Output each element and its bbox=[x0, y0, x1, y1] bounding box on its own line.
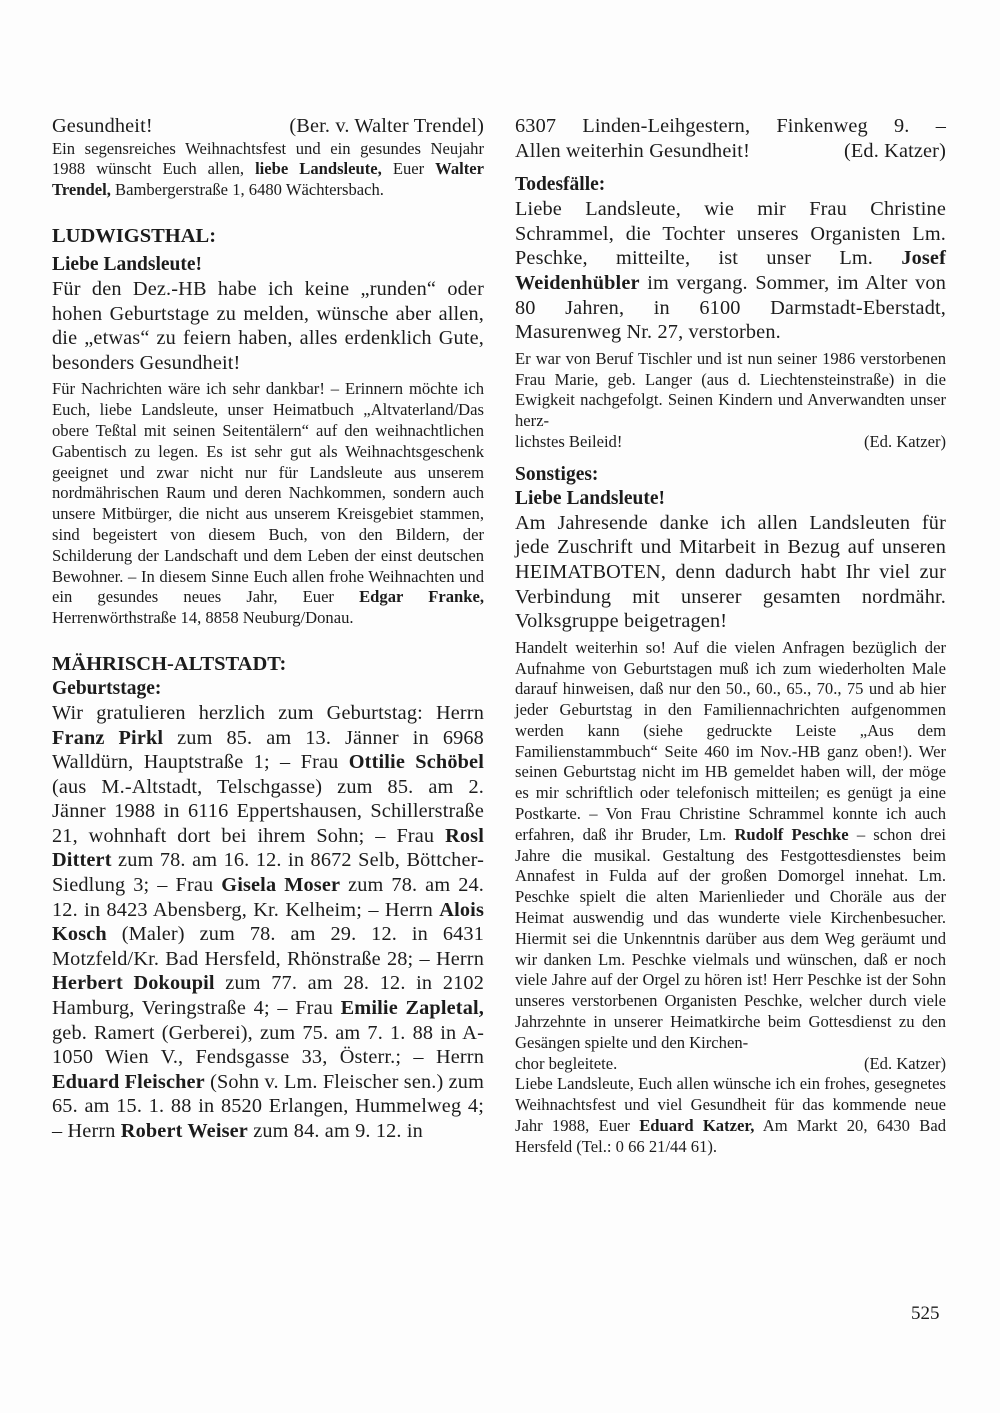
continuation-line: 6307 Linden-Leihgestern, Finkenweg 9. – bbox=[515, 115, 946, 137]
page-number: 525 bbox=[911, 1303, 940, 1324]
birthday-intro: Wir gratulieren herzlich zum Geburtstag: Herrn bbox=[52, 701, 484, 724]
ludwigsthal-para2 bbox=[52, 379, 484, 629]
person-name: Josef Weidenhübler bbox=[515, 247, 946, 294]
signoff-text: lichstes Beileid! bbox=[515, 431, 623, 451]
birthday-list bbox=[52, 701, 484, 1144]
person-name: Emilie Zapletal, bbox=[340, 997, 484, 1020]
signoff-attribution: (Ed. Katzer) bbox=[864, 1053, 946, 1073]
intro-text: Gesundheit! bbox=[52, 115, 153, 137]
author-address: Herrenwörthstraße 14, 8858 Neuburg/Donau. bbox=[52, 608, 354, 628]
sonstiges-para3 bbox=[515, 1074, 946, 1157]
birthday-details: zum 85. am 13. Jänner in 6968 Walldürn, Hauptstraße 1; – Frau bbox=[52, 726, 484, 774]
para-text: Liebe Landsleute, wie mir Frau Christine Schrammel, die Tochter unseres Organisten Lm. Peschke, mitteilte, ist unser Lm. bbox=[515, 198, 946, 270]
author-address: Am Markt 20, 6430 Bad Hersfeld (Tel.: 0 66 21/44 61). bbox=[515, 1116, 947, 1156]
author-name: Eduard Katzer, bbox=[639, 1116, 755, 1136]
author-name: Walter Trendel, bbox=[52, 159, 484, 200]
subheading: Liebe Landsleute! bbox=[515, 487, 666, 509]
greeting-address: Bambergerstraße 1, 6480 Wächtersbach. bbox=[110, 180, 384, 200]
todesfaelle-signoff bbox=[515, 432, 946, 453]
person-name: Herbert Dokoupil bbox=[52, 972, 215, 995]
section-heading-todesfaelle: Todesfälle: bbox=[515, 174, 606, 196]
person-name: Rosl Dittert bbox=[52, 824, 484, 872]
person-name: Gisela Moser bbox=[221, 874, 341, 897]
person-name: Ottilie Schöbel bbox=[348, 751, 484, 774]
greeting-text: Euer bbox=[381, 159, 436, 179]
todesfaelle-para1 bbox=[515, 197, 946, 345]
intro-attribution: (Ber. v. Walter Trendel) bbox=[289, 115, 484, 137]
birthday-details: (aus M.-Altstadt, Telschgasse) zum 85. am 2. Jänner 1988 in 6116 Eppertshausen, Schillerstraße 21, wohnhaft dort bei ihrem Sohn; – Frau bbox=[52, 775, 484, 847]
continuation-signoff bbox=[515, 139, 946, 164]
right-column bbox=[515, 114, 946, 1158]
signoff-attribution: (Ed. Katzer) bbox=[843, 139, 946, 162]
person-name: Eduard Fleischer bbox=[52, 1070, 205, 1093]
sonstiges-para1: Am Jahresende danke ich allen Landsleuten für jede Zuschrift und Mitarbeit in Bezug auf unseren HEIMATBOTEN, denn dadurch habt Ihr viel zur Verbindung mit unserer gesamten nordmähr. Volksgruppe beigetragen! bbox=[515, 511, 946, 633]
person-name: Alois Kosch bbox=[52, 898, 484, 946]
subheading: Liebe Landsleute! bbox=[52, 253, 203, 275]
signoff-text: Allen weiterhin Gesundheit! bbox=[515, 139, 750, 162]
birthday-details: zum 77. am 28. 12. in 2102 Hamburg, Veringstraße 4; – Frau bbox=[52, 972, 484, 1020]
para-text: Liebe Landsleute, Euch allen wünsche ich ein frohes, gesegnetes Weihnachtsfest und viel Gesundheit für das kommende neue Jahr 1988, Euer bbox=[515, 1074, 946, 1136]
birthday-details: zum 78. am 24. 12. in 8423 Abensberg, Kr. Kelheim; – Herrn bbox=[52, 874, 484, 921]
person-name: Rudolf Peschke bbox=[734, 824, 849, 844]
subheading: Geburtstage: bbox=[52, 677, 162, 699]
trendel-greeting bbox=[52, 139, 484, 201]
person-name: Robert Weiser bbox=[120, 1120, 248, 1143]
greeting-bold: liebe Landsleute, bbox=[255, 159, 382, 179]
intro-first-line bbox=[52, 114, 484, 139]
para-text: im vergang. Sommer, im Alter von 80 Jahren, in 6100 Darmstadt-Eberstadt, Masurenweg Nr. 27, verstorben. bbox=[515, 271, 946, 344]
para-text: Handelt weiterhin so! Auf die vielen Anfragen bezüglich der Aufnahme von Geburtstagen muß ich zum wiederholten Male darauf hinweisen, daß nur den 50., 60., 65., 70., 75 und ab hier jeder Geburtstag in den Familiennachrichten aufgenommen werden kann (siehe gedruckte Leiste „Aus dem Familienstammbuch“ Seite 460 im Nov.-HB ganz oben!). Wer seinen Geburtstag nicht im HB gemeldet haben will, der möge es mir schriftlich oder telefonisch mitteilen; es genügt ja eine Postkarte. – Von Frau Christine Schrammel konnte ich auch erfahren, daß ihr Bruder, Lm. bbox=[515, 637, 946, 844]
birthday-details: zum 78. am 16. 12. in 8672 Selb, Böttcher-Siedlung 3; – Frau bbox=[52, 849, 484, 897]
section-heading-maehrisch-altstadt: MÄHRISCH-ALTSTADT: bbox=[52, 652, 287, 675]
birthday-details: geb. Ramert (Gerberei), zum 75. am 7. 1. 88 in A-1050 Wien V., Fendsgasse 33, Österr.; – Herrn bbox=[52, 1021, 484, 1069]
birthday-details: (Maler) zum 78. am 29. 12. in 6431 Motzfeld/Kr. Bad Hersfeld, Rhönstraße 28; – Herrn bbox=[52, 923, 484, 970]
para-text: Für Nachrichten wäre ich sehr dankbar! – Erinnern möchte ich Euch, liebe Landsleute, unser Heimatbuch „Altvaterland/Das obere Teßtal mit seinen Seitentälern“ auf den weihnachtlichen Gabentisch zu legen. Es ist sehr gut als Weihnachtsgeschenk geeignet und zwar nicht nur für Landsleute aus unserem nordmährischen Raum und deren Nachkommen, sondern auch unsere Mitbürger, die nicht aus unserem Kreisgebiet stammen, sind begeistert von diesem Buch, von den Bildern, der Schilderung der Landschaft und dem Leben der einst deutschen Bewohner. – In diesem Sinne Euch allen frohe Weihnachten und ein gesundes neues Jahr, Euer bbox=[52, 379, 484, 607]
todesfaelle-para2: Er war von Beruf Tischler und ist nun seiner 1986 verstorbenen Frau Marie, geb. Langer (aus d. Liechtensteinstraße) in die Ewigkeit nachgefolgt. Seinen Kindern und Anverwandten unser herz- bbox=[515, 348, 946, 431]
ludwigsthal-para1: Für den Dez.-HB habe ich keine „runden“ oder hohen Geburtstage zu melden, wünsche aber allen, die „etwas“ zu feiern haben, alles erdenklich Gute, besonders Gesundheit! bbox=[52, 277, 484, 374]
person-name: Franz Pirkl bbox=[52, 726, 164, 749]
signoff-text: chor begleitete. bbox=[515, 1053, 618, 1073]
signoff-attribution: (Ed. Katzer) bbox=[864, 431, 946, 451]
birthday-details: (Sohn v. Lm. Fleischer sen.) zum 65. am 15. 1. 88 in 8520 Erlangen, Hummelweg 4; – Herrn bbox=[52, 1070, 484, 1143]
left-column bbox=[52, 114, 484, 1144]
para-text: – schon drei Jahre die musikal. Gestaltung des Festgottesdienstes beim Annafest in Fulda auf der großen Domorgel innehat. Lm. Peschke spielt die alten Marienlieder und Choräle aus der Heimat auswendig und das wunderte viele Kirchenbesucher. Hiermit sei die Unkenntnis darüber aus dem Weg geräumt und wir danken Lm. Peschke vielmals und wünschen, daß er noch viele Jahre auf der Orgel zu hören ist! Herr Peschke ist der Sohn unseres verstorbenen Organisten Peschke, welcher durch viele Jahrzehnte in unserer Heimatkirche beim Gottesdienst zu den Gesängen spielte und den Kirchen- bbox=[515, 824, 946, 1052]
greeting-text: Ein segensreiches Weihnachtsfest und ein gesundes Neujahr 1988 wünscht Euch allen, bbox=[52, 138, 484, 179]
birthday-details: zum 84. am 9. 12. in bbox=[247, 1120, 423, 1143]
section-heading-ludwigsthal: LUDWIGSTHAL: bbox=[52, 224, 217, 247]
section-heading-sonstiges: Sonstiges: bbox=[515, 463, 599, 485]
sonstiges-signoff bbox=[515, 1054, 946, 1075]
sonstiges-para2 bbox=[515, 638, 946, 1054]
author-name: Edgar Franke, bbox=[359, 587, 484, 607]
